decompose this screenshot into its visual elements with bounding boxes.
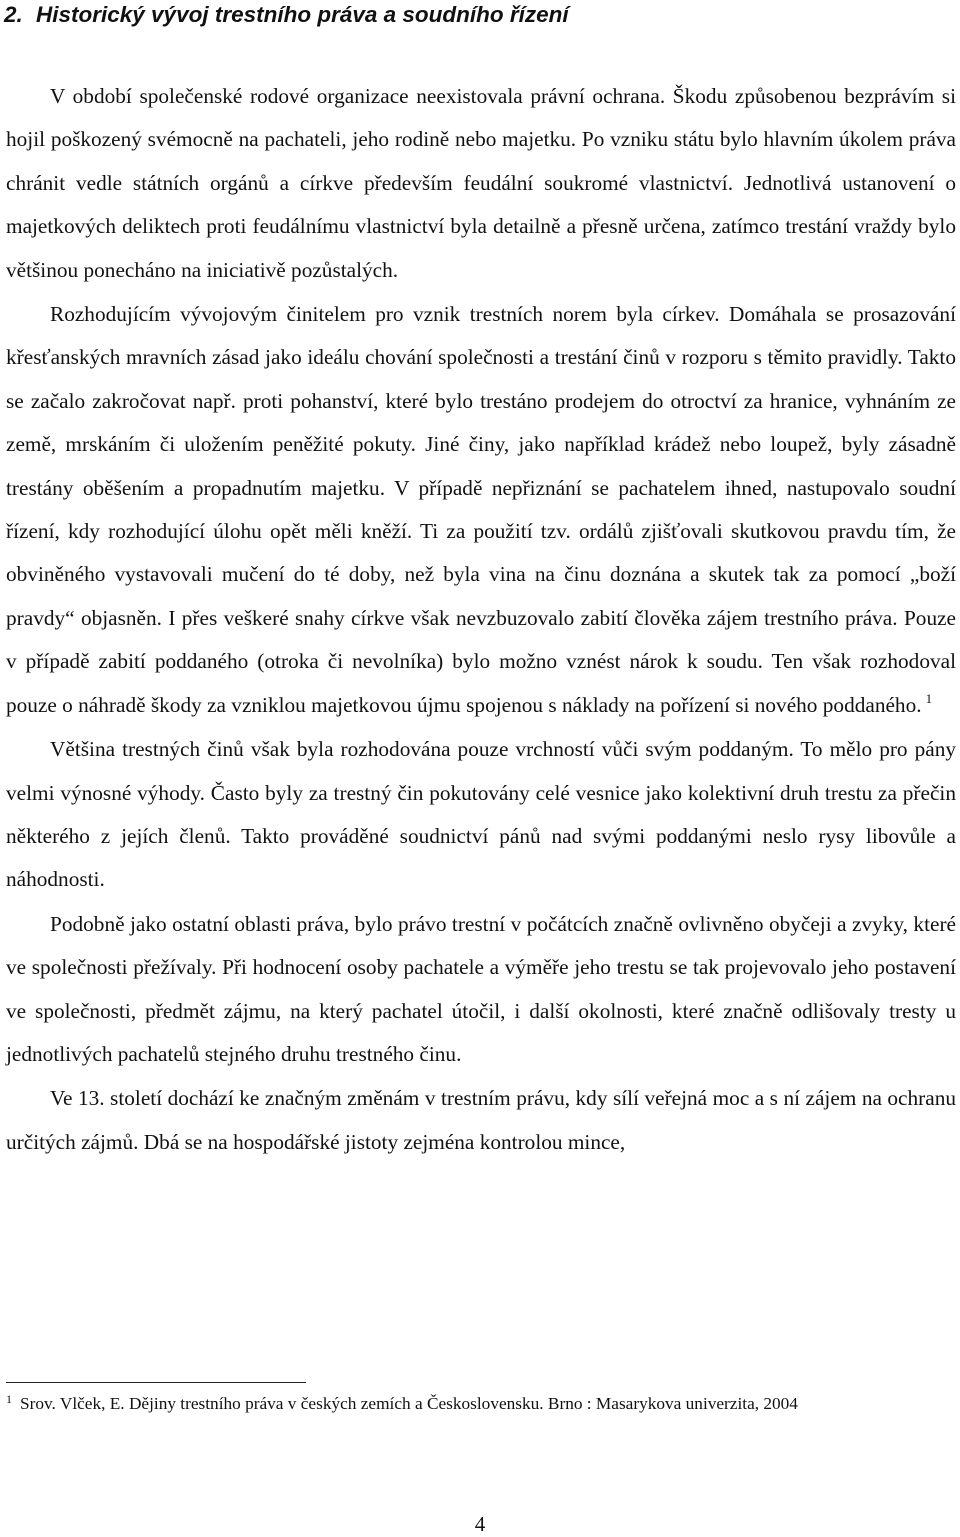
footnote-text: Srov. Vlček, E. Dějiny trestního práva v českých zemích a Československu. Brno : Masarykova univerzita, 2004: [20, 1394, 798, 1413]
paragraph-2-text: Rozhodujícím vývojovým činitelem pro vznik trestních norem byla církev. Domáhala se prosazování křesťanských mravních zásad jako ideálu chování společnosti a trestání činů v rozporu s těmito pravidly. Takto se začalo zakročovat např. proti pohanství, které bylo trestáno prodejem do otroctví za hranice, vyhnáním ze země, mrskáním či uložením peněžité pokuty. Jiné činy, jako například krádež nebo loupež, byly zásadně trestány oběšením a propadnutím majetku. V případě nepřiznání se pachatelem ihned, nastupovalo soudní řízení, kdy rozhodující úlohu opět měli kněží. Ti za použití tzv. ordálů zjišťovali skutkovou pravdu tím, že obviněného vystavovali mučení do té doby, než byla vina na činu doznána a skutek tak za pomocí „boží pravdy“ objasněn. I přes veškeré snahy církve však nevzbuzovalo zabití člověka zájem trestního práva. Pouze v případě zabití poddaného (otroka či nevolníka) bylo možno vznést nárok k soudu. Ten však rozhodoval pouze o náhradě škody za vzniklou majetkovou újmu spojenou s náklady na pořízení si nového poddaného.: [6, 302, 956, 717]
footnote: [6, 1392, 956, 1416]
footnote-separator: [6, 1382, 306, 1383]
chapter-number: 2.: [4, 2, 23, 27]
chapter-title: Historický vývoj trestního práva a soudního řízení: [36, 2, 569, 27]
paragraph-4: Podobně jako ostatní oblasti práva, bylo právo trestní v počátcích značně ovlivněno obyčeji a zvyky, které ve společnosti přežívaly. Při hodnocení osoby pachatele a výměře jeho trestu se tak projevovalo jeho postavení ve společnosti, předmět zájmu, na který pachatel útočil, i další okolnosti, které značně odlišovaly tresty u jednotlivých pachatelů stejného druhu trestného činu.: [6, 911, 956, 1066]
paragraph-1: V období společenské rodové organizace neexistovala právní ochrana. Škodu způsobenou bezprávím si hojil poškozený svémocně na pachateli, jeho rodině nebo majetku. Po vzniku státu bylo hlavním úkolem práva chránit vedle státních orgánů a církve především feudální soukromé vlastnictví. Jednotlivá ustanovení o majetkových deliktech proti feudálnímu vlastnictví byla detailně a přesně určena, zatímco trestání vraždy bylo většinou ponecháno na iniciativě pozůstalých.: [6, 84, 956, 282]
paragraph-3: Většina trestných činů však byla rozhodována pouze vrchností vůči svým poddaným. To mělo pro pány velmi výnosné výhody. Často byly za trestný čin pokutovány celé vesnice jako kolektivní druh trestu za přečin některého z jejích členů. Takto prováděné soudnictví pánů nad svými poddanými neslo rysy libovůle a náhodnosti.: [6, 737, 956, 892]
footnote-marker: 1: [6, 1392, 12, 1406]
chapter-heading: [4, 0, 569, 30]
footnote-reference[interactable]: 1: [925, 690, 933, 706]
page-number: 4: [474, 1512, 486, 1536]
paragraph-2: [6, 293, 956, 727]
paragraph-5: Ve 13. století dochází ke značným změnám v trestním právu, kdy sílí veřejná moc a s ní zájem na ochranu určitých zájmů. Dbá se na hospodářské jistoty zejména kontrolou mince,: [6, 1086, 956, 1154]
body-text: [6, 75, 956, 1164]
